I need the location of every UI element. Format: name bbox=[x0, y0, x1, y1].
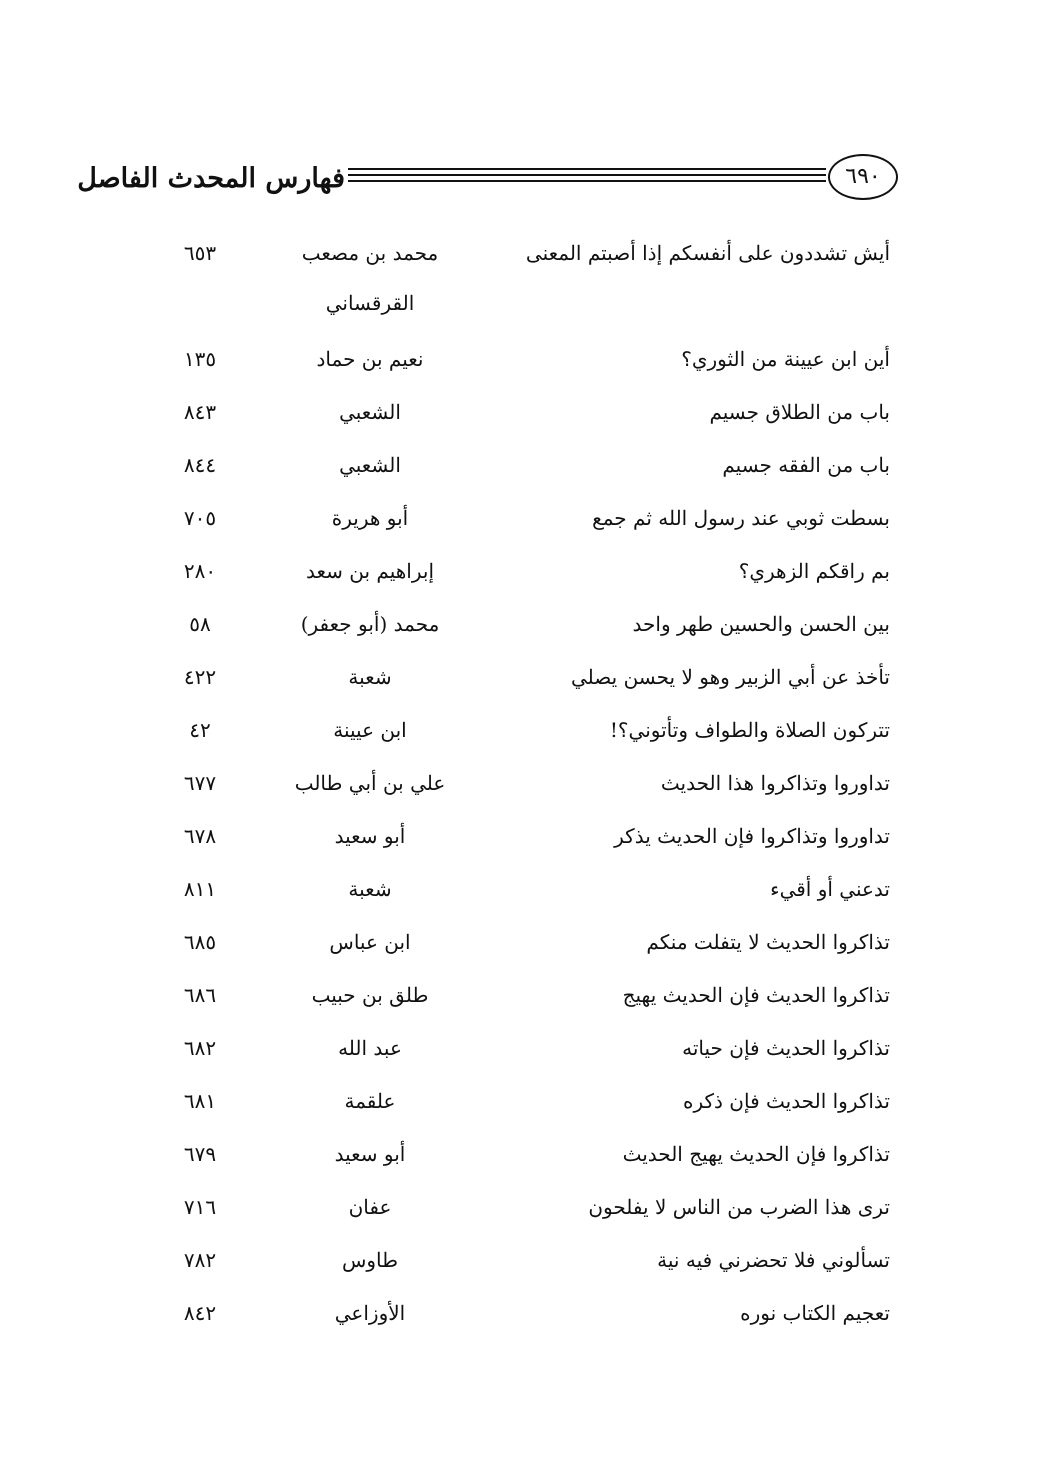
index-entry bbox=[0, 969, 1040, 1022]
narrator-name: إبراهيم بن سعد bbox=[305, 559, 435, 583]
narrator-name: أبو سعيد bbox=[334, 1142, 406, 1166]
page-reference: ٨١١ bbox=[183, 877, 217, 901]
page-reference: ٥٨ bbox=[189, 612, 211, 636]
index-entry bbox=[0, 333, 1040, 386]
hadith-text: تذاكروا الحديث فإن حياته bbox=[682, 1036, 890, 1060]
hadith-text: تأخذ عن أبي الزبير وهو لا يحسن يصلي bbox=[571, 665, 890, 689]
index-entry bbox=[0, 1181, 1040, 1234]
narrator-name: شعبة bbox=[348, 877, 392, 901]
hadith-text: تذاكروا الحديث فإن الحديث يهيج bbox=[622, 983, 890, 1007]
index-entry bbox=[0, 1128, 1040, 1181]
narrator-name: أبو سعيد bbox=[334, 824, 406, 848]
hadith-text: تذاكروا الحديث لا يتفلت منكم bbox=[646, 930, 890, 954]
page-reference: ٨٤٤ bbox=[183, 453, 217, 477]
hadith-text: تتركون الصلاة والطواف وتأتوني؟! bbox=[609, 718, 890, 742]
narrator-name: عبد الله bbox=[338, 1036, 402, 1060]
page-reference: ٦٧٨ bbox=[183, 824, 217, 848]
page-reference: ٤٢٢ bbox=[183, 665, 217, 689]
page-reference: ٤٢ bbox=[189, 718, 211, 742]
index-entry bbox=[0, 810, 1040, 863]
index-entry bbox=[0, 492, 1040, 545]
narrator-name: محمد بن مصعب bbox=[301, 241, 439, 265]
hadith-text: تدعني أو أقيء bbox=[770, 877, 890, 901]
header-rule bbox=[348, 168, 826, 170]
page-reference: ٧٠٥ bbox=[183, 506, 217, 530]
hadith-text: بم راقكم الزهري؟ bbox=[738, 559, 890, 583]
index-entry bbox=[0, 1234, 1040, 1287]
header-rule bbox=[348, 174, 826, 176]
page-reference: ٦٨٦ bbox=[183, 983, 217, 1007]
narrator-name-continued: القرقساني bbox=[325, 291, 415, 315]
header-rule bbox=[348, 180, 826, 182]
page-reference: ٧٨٢ bbox=[183, 1248, 217, 1272]
hadith-text: ترى هذا الضرب من الناس لا يفلحون bbox=[588, 1195, 890, 1219]
narrator-name: الأوزاعي bbox=[334, 1301, 406, 1325]
hadith-text: بسطت ثوبي عند رسول الله ثم جمع bbox=[592, 506, 890, 530]
narrator-name: محمد (أبو جعفر) bbox=[300, 612, 440, 636]
index-entry bbox=[0, 386, 1040, 439]
index-entry bbox=[0, 545, 1040, 598]
page-reference: ٦٨٥ bbox=[183, 930, 217, 954]
narrator-name: الشعبي bbox=[339, 400, 401, 424]
narrator-name: ابن عيينة bbox=[333, 718, 407, 742]
page-header bbox=[0, 150, 1040, 210]
hadith-text: تسألوني فلا تحضرني فيه نية bbox=[657, 1248, 890, 1272]
page-reference: ٢٨٠ bbox=[183, 559, 217, 583]
narrator-name: شعبة bbox=[348, 665, 392, 689]
narrator-name: الشعبي bbox=[339, 453, 401, 477]
page-reference: ٨٤٢ bbox=[183, 1301, 217, 1325]
index-entry bbox=[0, 227, 1040, 333]
index-entry bbox=[0, 439, 1040, 492]
index-entry bbox=[0, 651, 1040, 704]
page-reference: ١٣٥ bbox=[183, 347, 217, 371]
hadith-text: أيش تشددون على أنفسكم إذا أصبتم المعنى bbox=[525, 241, 890, 265]
hadith-text: تداوروا وتذاكروا فإن الحديث يذكر bbox=[614, 824, 890, 848]
index-list bbox=[0, 227, 1040, 1340]
hadith-text: باب من الطلاق جسيم bbox=[709, 400, 890, 424]
narrator-name: عفان bbox=[348, 1195, 392, 1219]
page-reference: ٦٨٢ bbox=[183, 1036, 217, 1060]
hadith-text: بين الحسن والحسين طهر واحد bbox=[632, 612, 890, 636]
index-entry bbox=[0, 1287, 1040, 1340]
index-entry bbox=[0, 863, 1040, 916]
page-reference: ٦٥٣ bbox=[183, 241, 217, 265]
hadith-text: أين ابن عيينة من الثوري؟ bbox=[681, 347, 890, 371]
index-entry bbox=[0, 704, 1040, 757]
narrator-name: ابن عباس bbox=[329, 930, 411, 954]
narrator-name: علقمة bbox=[344, 1089, 396, 1113]
narrator-name: علي بن أبي طالب bbox=[294, 771, 446, 795]
narrator-name: أبو هريرة bbox=[331, 506, 409, 530]
hadith-text: تذاكروا الحديث فإن ذكره bbox=[682, 1089, 890, 1113]
hadith-text: تداوروا وتذاكروا هذا الحديث bbox=[660, 771, 890, 795]
narrator-name: طاوس bbox=[341, 1248, 399, 1272]
page-reference: ٧١٦ bbox=[183, 1195, 217, 1219]
hadith-text: تذاكروا فإن الحديث يهيج الحديث bbox=[622, 1142, 890, 1166]
narrator-name: نعيم بن حماد bbox=[316, 347, 424, 371]
running-title: فهارس المحدث الفاصل bbox=[77, 163, 345, 194]
index-entry bbox=[0, 1075, 1040, 1128]
page-number: ٦٩٠ bbox=[828, 154, 898, 200]
narrator-name: طلق بن حبيب bbox=[311, 983, 429, 1007]
page-reference: ٦٨١ bbox=[183, 1089, 217, 1113]
page-reference: ٨٤٣ bbox=[183, 400, 217, 424]
index-entry bbox=[0, 916, 1040, 969]
index-entry bbox=[0, 598, 1040, 651]
hadith-text: باب من الفقه جسيم bbox=[722, 453, 890, 477]
page-reference: ٦٧٧ bbox=[183, 771, 217, 795]
index-entry bbox=[0, 1022, 1040, 1075]
index-entry bbox=[0, 757, 1040, 810]
page-reference: ٦٧٩ bbox=[183, 1142, 217, 1166]
hadith-text: تعجيم الكتاب نوره bbox=[740, 1301, 890, 1325]
